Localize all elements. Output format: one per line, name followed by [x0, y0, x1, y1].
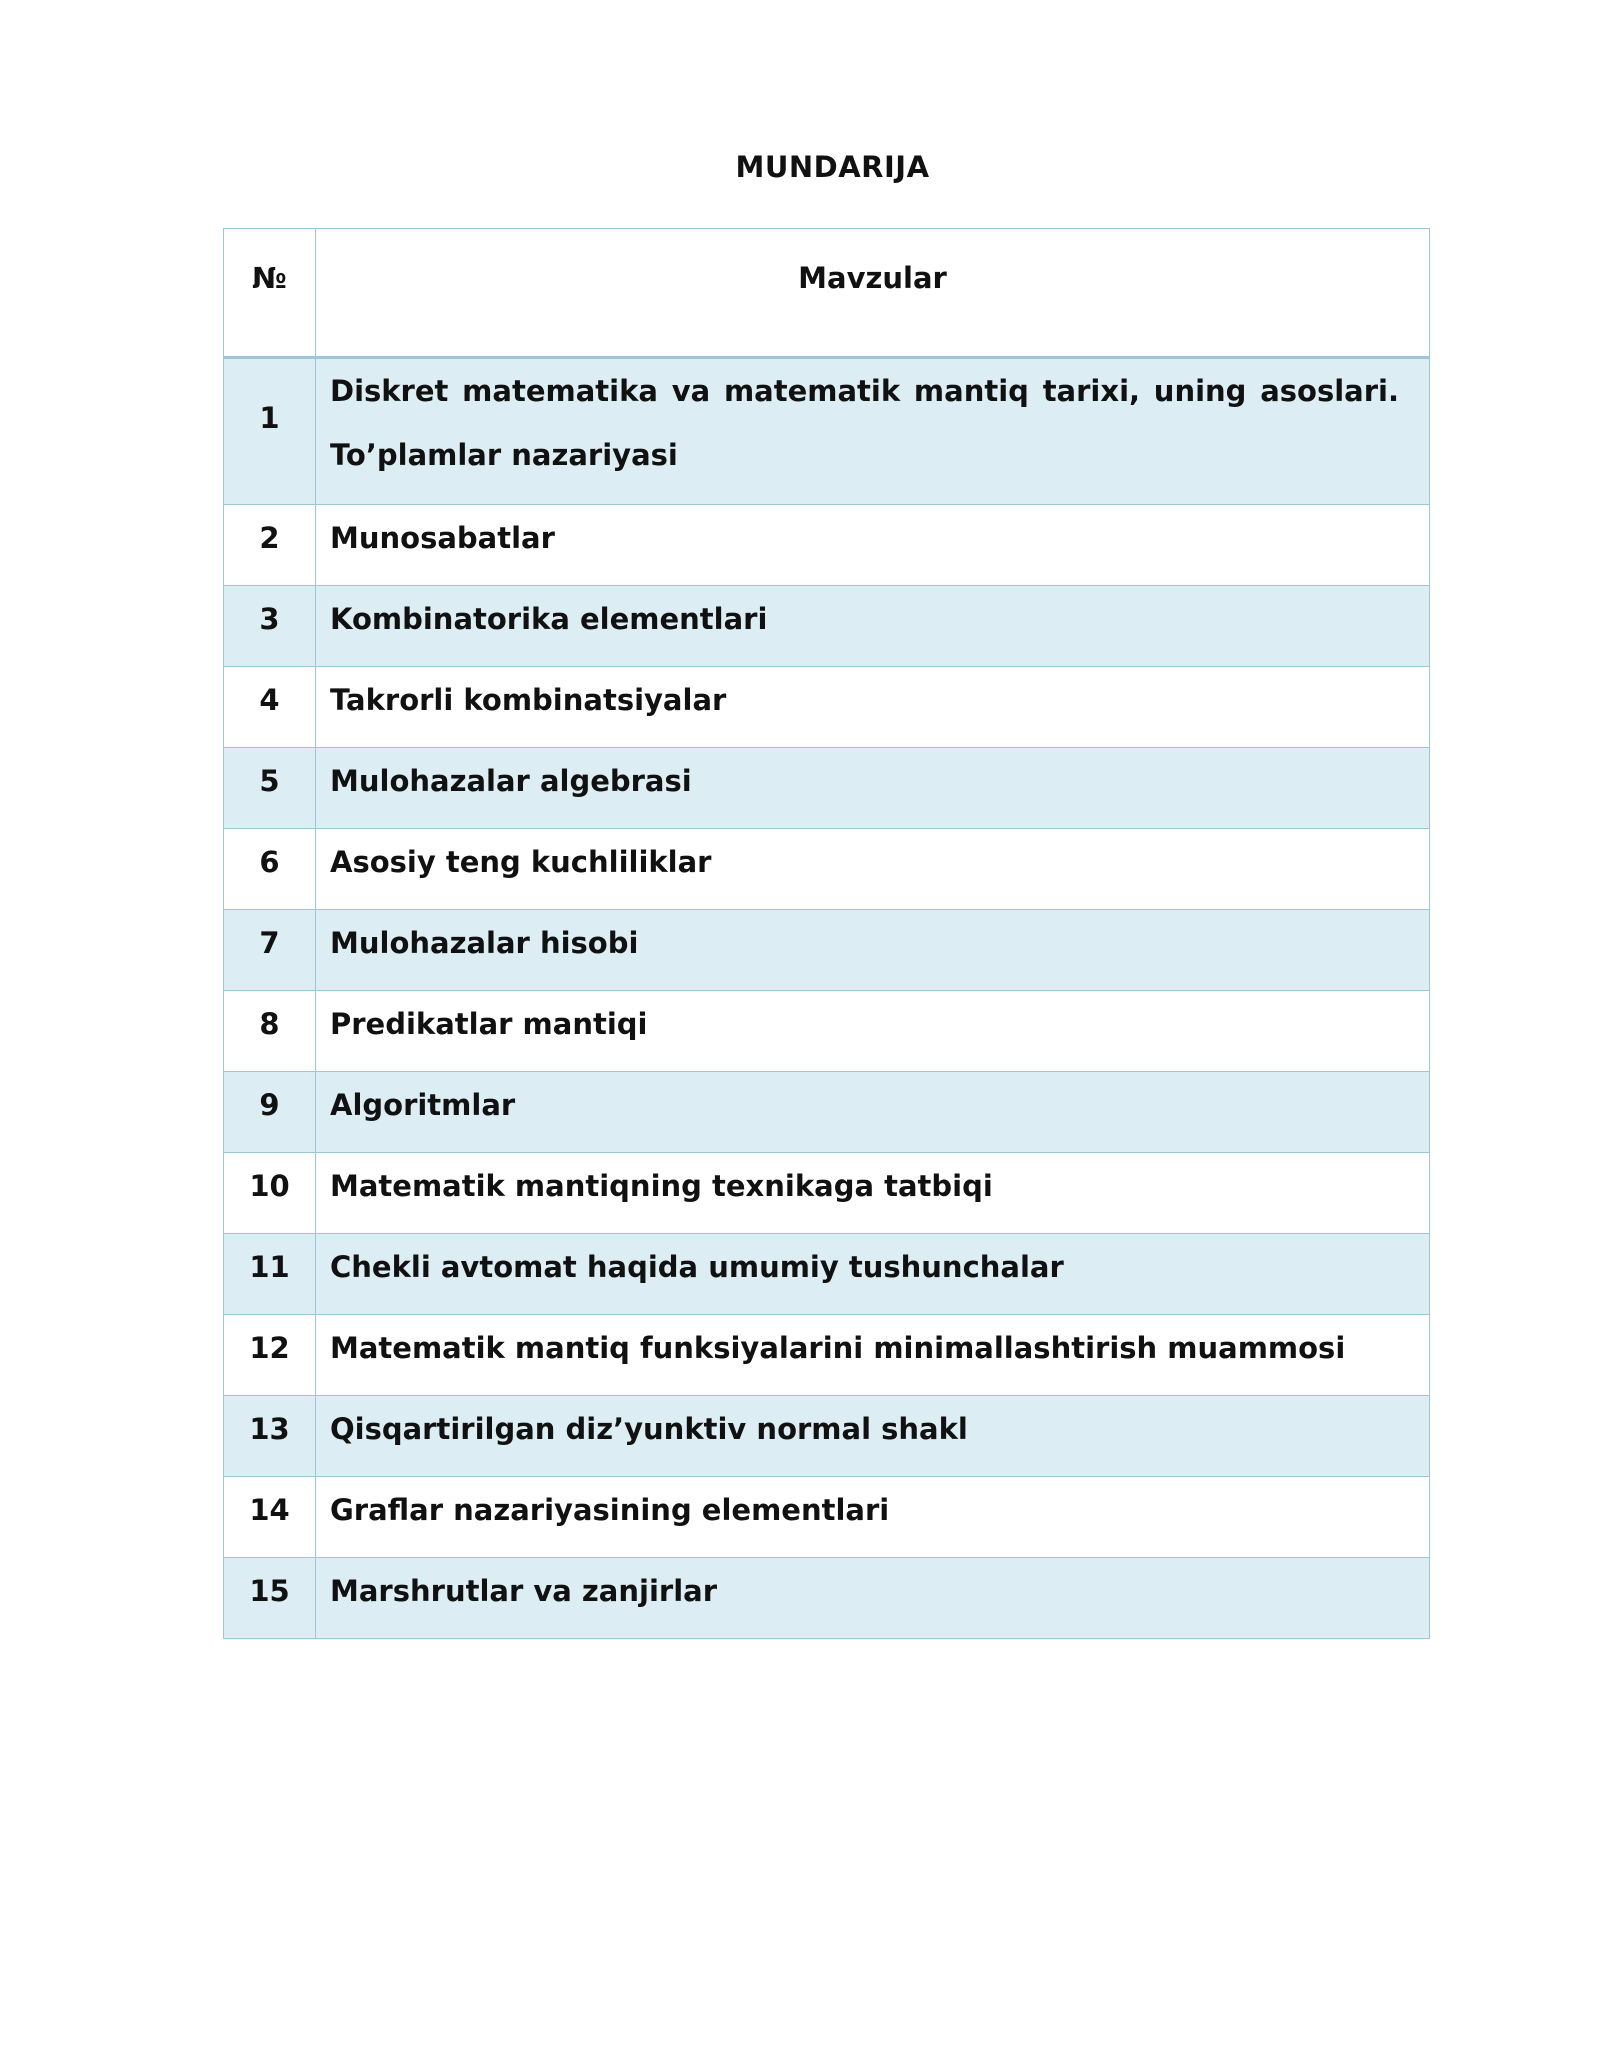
table-row [224, 1558, 1430, 1639]
table-row [224, 748, 1430, 829]
table-row [224, 358, 1430, 505]
row-topic: Asosiy teng kuchliliklar [316, 829, 1430, 910]
row-topic: Munosabatlar [316, 505, 1430, 586]
row-number: 11 [224, 1234, 316, 1315]
row-number: 6 [224, 829, 316, 910]
row-number: 13 [224, 1396, 316, 1477]
table-row [224, 667, 1430, 748]
table-row [224, 1315, 1430, 1396]
row-topic: Kombinatorika elementlari [316, 586, 1430, 667]
row-number: 9 [224, 1072, 316, 1153]
row-number: 8 [224, 991, 316, 1072]
row-number: 15 [224, 1558, 316, 1639]
row-number: 7 [224, 910, 316, 991]
row-number: 4 [224, 667, 316, 748]
table-row [224, 586, 1430, 667]
table-row [224, 1234, 1430, 1315]
table-row [224, 505, 1430, 586]
table-row [224, 829, 1430, 910]
row-topic: Matematik mantiqning texnikaga tatbiqi [316, 1153, 1430, 1234]
row-topic: Mulohazalar algebrasi [316, 748, 1430, 829]
row-topic: Chekli avtomat haqida umumiy tushunchalar [316, 1234, 1430, 1315]
row-topic: Marshrutlar va zanjirlar [316, 1558, 1430, 1639]
page-title: MUNDARIJA [735, 150, 930, 184]
row-number: 14 [224, 1477, 316, 1558]
row-topic: Diskret matematika va matematik mantiq tarixi, uning asoslari. To’plamlar nazariyasi [316, 358, 1430, 505]
table-row [224, 1477, 1430, 1558]
row-topic: Qisqartirilgan diz’yunktiv normal shakl [316, 1396, 1430, 1477]
row-number: 5 [224, 748, 316, 829]
row-number: 2 [224, 505, 316, 586]
table-row [224, 991, 1430, 1072]
row-topic: Mulohazalar hisobi [316, 910, 1430, 991]
header-topic: Mavzular [316, 229, 1430, 358]
row-number: 10 [224, 1153, 316, 1234]
row-topic: Predikatlar mantiqi [316, 991, 1430, 1072]
row-topic: Matematik mantiq funksiyalarini minimallashtirish muammosi [316, 1315, 1430, 1396]
table-row [224, 1396, 1430, 1477]
row-topic: Graflar nazariyasining elementlari [316, 1477, 1430, 1558]
table-header-row [224, 229, 1430, 358]
table-row [224, 910, 1430, 991]
header-number: № [224, 229, 316, 358]
row-number: 12 [224, 1315, 316, 1396]
row-number: 1 [224, 358, 316, 505]
row-number: 3 [224, 586, 316, 667]
row-topic: Takrorli kombinatsiyalar [316, 667, 1430, 748]
table-row [224, 1153, 1430, 1234]
table-row [224, 1072, 1430, 1153]
row-topic: Algoritmlar [316, 1072, 1430, 1153]
contents-table [223, 228, 1430, 1639]
